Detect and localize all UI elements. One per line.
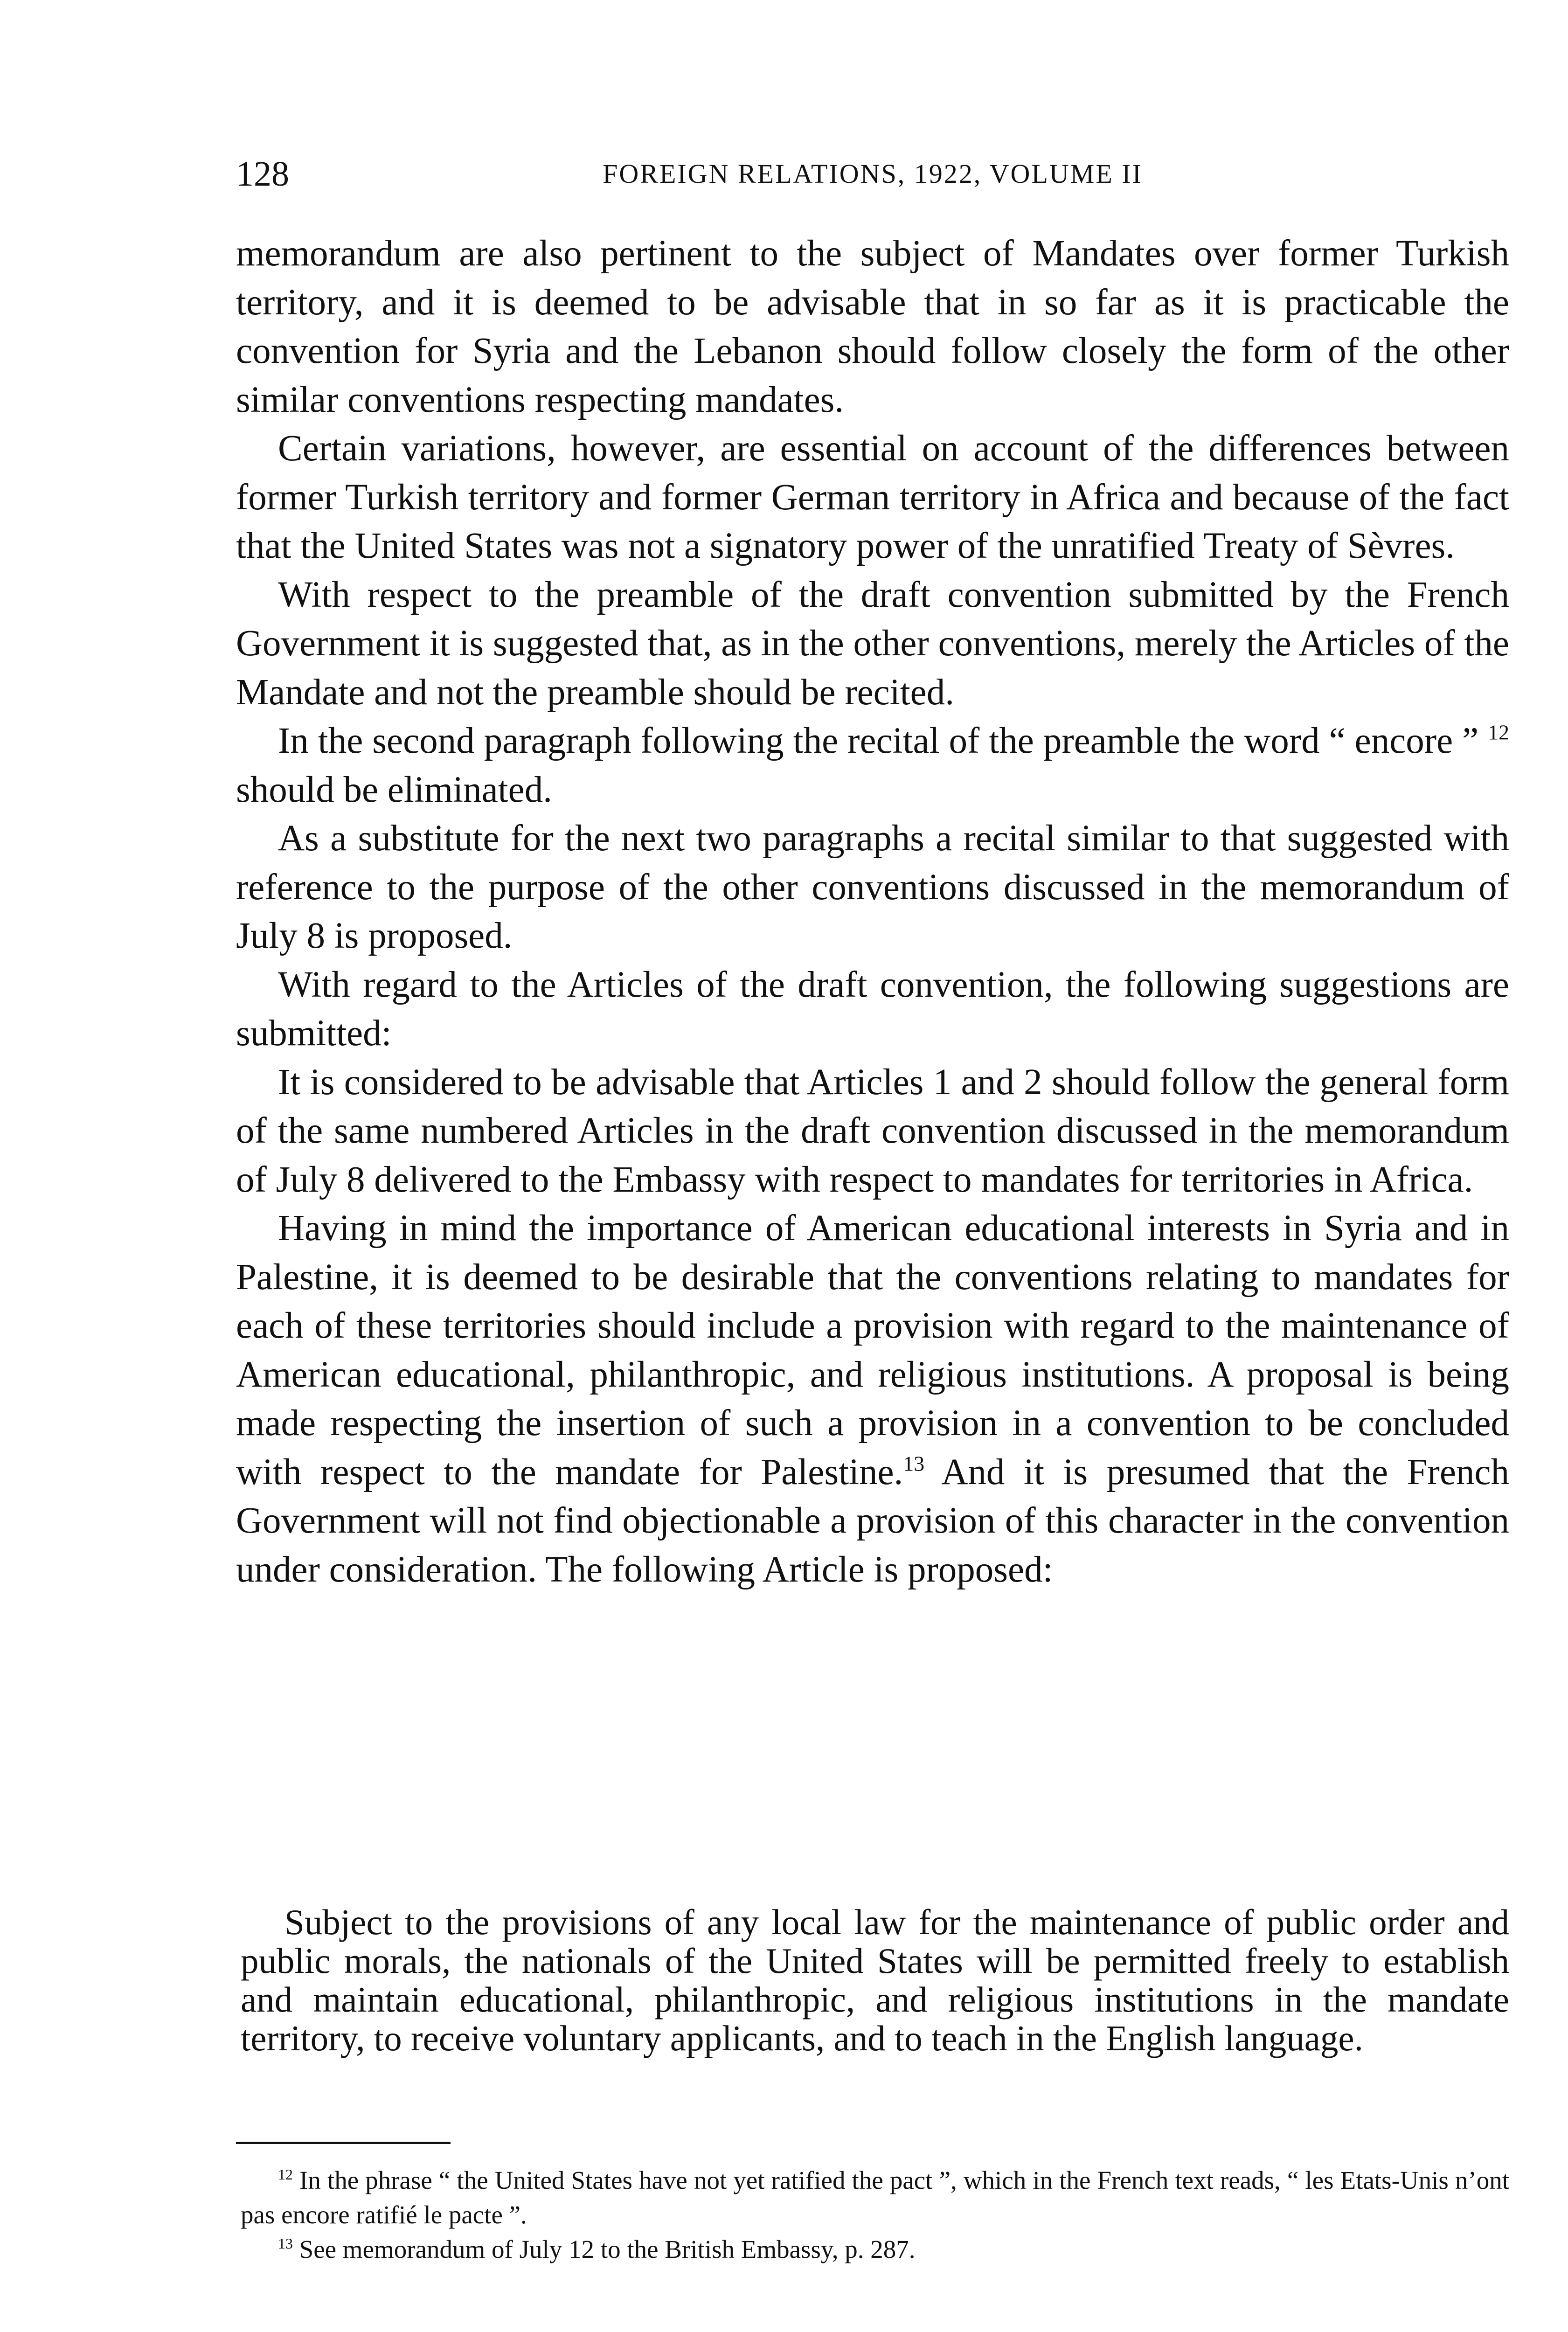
proposed-article-quote: Subject to the provisions of any local law for the maintenance of public order and public morals, the nationals of the United States will be permitted freely to establish and maintain educational, philanthropic, and religious institutions in the mandate territory, to receive voluntary applicants, and to teach in the English language. <box>241 1902 1509 2058</box>
paragraph-substitute: As a substitute for the next two paragraphs a recital similar to that suggested with reference to the purpose of the other conventions discussed in the memorandum of July 8 is proposed. <box>236 818 1509 956</box>
paragraph-encore <box>236 717 1509 814</box>
footnote-number: 12 <box>278 2166 293 2183</box>
footnote-ref-13: 13 <box>903 1451 925 1476</box>
footnotes <box>241 2163 1509 2267</box>
paragraph-variations: Certain variations, however, are essential on account of the differences between former Turkish territory and former German territory in Africa and because of the fact that the United States was not a signatory power of the unratified Treaty of Sèvres. <box>236 428 1509 566</box>
body-text <box>236 229 1509 1594</box>
paragraph-text: In the second paragraph following the recital of the preamble the word “ encore ” <box>278 721 1488 761</box>
paragraph-educational-interests <box>236 1204 1509 1594</box>
footnote-ref-12: 12 <box>1488 720 1509 744</box>
paragraph-text: Having in mind the importance of American educational interests in Syria and in Palestine, it is deemed to be desirable that the conventions relating to mandates for each of these territories should include a provision with regard to the maintenance of American educational, philanthropic, and religious institutions. A proposal is being made respecting the insertion of such a provision in a convention to be concluded with respect to the mandate for Palestine. <box>236 1208 1509 1492</box>
paragraph-mandates-continued: memorandum are also pertinent to the subject of Mandates over former Turkish territory, and it is deemed to be advisable that in so far as it is practicable the convention for Syria and the Lebanon should follow closely the form of the other similar conventions respecting mandates. <box>236 233 1509 420</box>
footnote-text: In the phrase “ the United States have not yet ratified the pact ”, which in the French text reads, “ les Etats-Unis n’ont pas encore ratifié le pacte ”. <box>241 2166 1510 2229</box>
footnote-13 <box>241 2232 1509 2267</box>
page-number: 128 <box>236 154 289 194</box>
running-head: FOREIGN RELATIONS, 1922, VOLUME II <box>603 159 1143 189</box>
footnote-divider <box>236 2142 451 2144</box>
footnote-number: 13 <box>278 2235 293 2252</box>
page-header <box>236 148 1509 200</box>
paragraph-text: should be eliminated. <box>236 769 552 810</box>
paragraph-preamble: With respect to the preamble of the draft convention submitted by the French Government it is suggested that, as in the other conventions, merely the Articles of the Mandate and not the preamble should be recited. <box>236 574 1509 713</box>
paragraph-articles-intro: With regard to the Articles of the draft convention, the following suggestions are submitted: <box>236 964 1509 1054</box>
paragraph-articles-1-2: It is considered to be advisable that Articles 1 and 2 should follow the general form of the same numbered Articles in the draft convention discussed in the memorandum of July 8 delivered to the Embassy with respect to mandates for territories in Africa. <box>236 1062 1509 1200</box>
footnote-12 <box>241 2163 1509 2232</box>
paragraph-text: And it is presumed that the French Government will not find objectionable a provision of this character in the convention under consideration. The following Article is proposed: <box>236 1451 1509 1590</box>
footnote-text: See memorandum of July 12 to the British Embassy, p. 287. <box>299 2235 916 2263</box>
